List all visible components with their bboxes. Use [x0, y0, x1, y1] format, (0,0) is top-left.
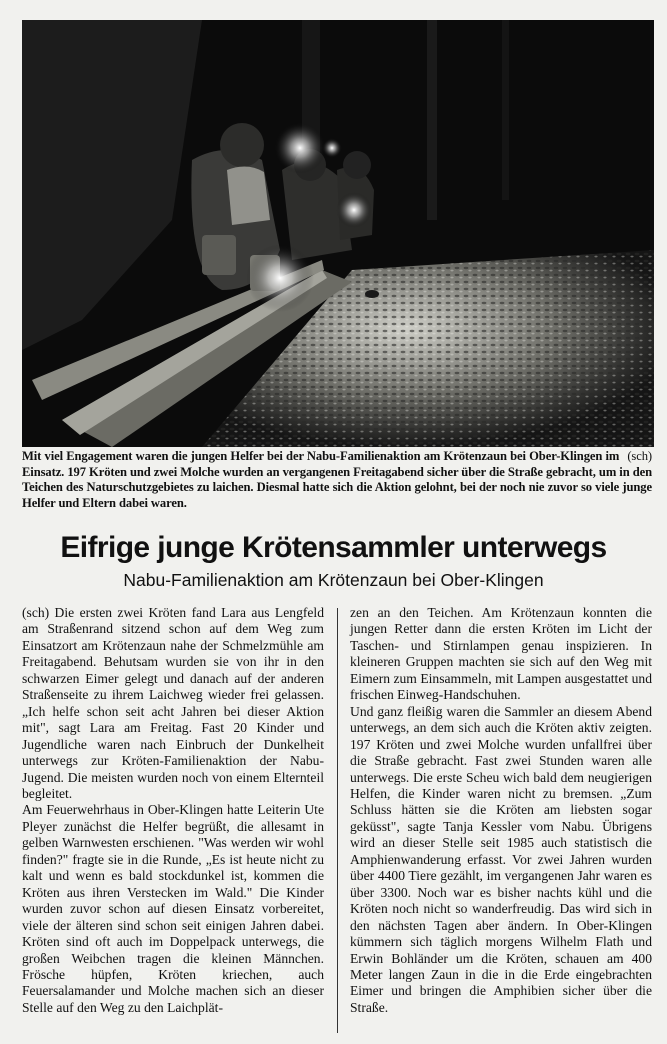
- paragraph: Und ganz fleißig waren die Sammler an diesem Abend unterwegs, an dem sich auch die Kröten aktiv zeigten. 197 Kröten und zwei Molche wurden unfallfrei über die Straße gebracht. Fast zwei Stunden waren alle unterwegs. Die erste Scheu wich bald dem neugierigen Helfen, die Kinder waren nicht zu bremsen. „Zum Schluss hätten sie die Kröten am liebsten sogar geküsst", sagte Tanja Kessler vom Nabu. Übrigens wird an dieser Stelle seit 1985 auch statistisch die Amphienwanderung erfasst. Vor zwei Jahren wurden über 4400 Tiere gezählt, im vergangenen Jahr waren es über 3300. Noch war es bisher nachts kühl und die Kröten noch nicht so wanderfreudig. Das wird sich in den nächsten Tagen aber ändern. In Ober-Klingen kümmern sich täglich morgens Wilhelm Flath und Erwin Bohländer um die Kröten, schauen am 400 Meter langen Zaun in die in die Erde eingebrachten Eimer und bringen die Amphibien sicher über die Straße.: [350, 703, 652, 1015]
- article-column-right: [350, 605, 652, 1016]
- paragraph: Am Feuerwehrhaus in Ober-Klingen hatte Leiterin Ute Pleyer zunächst die Helfer begrüßt, die allesamt in gelben Warnwesten erschienen. "Was werden wir wohl finden?" fragte sie in die Runde, „Es ist heute nicht zu kalt und wenn es bald stockdunkel ist, kommen die Kröten aus ihren Verstecken im Wald." Die Kinder wurden zuvor schon auf diesen Einsatz vorbereitet, viele der älteren sind schon seit einigen Jahren dabei. Kröten sind oft auch im Doppelpack unterwegs, die großen Weibchen tragen die kleinen Männchen. Frösche hüpfen, Kröten kriechen, auch Feuersalamander und Molche machen sich an dieser Stelle auf den Weg zu den Laichplät-: [22, 802, 324, 1015]
- paragraph: zen an den Teichen. Am Krötenzaun konnten die jungen Retter dann die ersten Kröten im Licht der Taschen- und Stirnlampen genau inspizieren. In kleineren Gruppen machten sie sich auf den Weg mit Eimern zum Einsammeln, mit Lampen ausgestattet und frischen Einweg-Handschuhen.: [350, 605, 652, 703]
- article-column-left: [22, 605, 324, 1016]
- night-scene-illustration: [22, 20, 654, 447]
- article-subheadline: Nabu-Familienaktion am Krötenzaun bei Ober-Klingen: [123, 570, 544, 590]
- paragraph: (sch) Die ersten zwei Kröten fand Lara aus Lengfeld am Straßenrand sitzend schon auf dem Weg zum Einsatzort am Krötenzaun nahe der Schmelzmühle am Freitagabend. Behutsam wurden sie von ihr in den schwarzen Eimer gelegt und danach auf der anderen Straßenseite zu ihrem Laichweg wieder frei gelassen. „Ich helfe schon seit acht Jahren bei dieser Aktion mit", sagt Lara am Freitag. Fast 20 Kinder und Jugendliche waren nach Einbruch der Dunkelheit unterwegs zur Kröten-Familienaktion der Nabu-Jugend. Die meisten wurden noch von einem Elternteil begleitet.: [22, 605, 324, 801]
- caption-credit: (sch): [627, 449, 652, 463]
- article-headline: Eifrige junge Krötensammler unterwegs: [60, 531, 607, 564]
- photo-caption: [22, 449, 652, 511]
- caption-text: Mit viel Engagement waren die jungen Helfer bei der Nabu-Familienaktion am Krötenzaun bei Ober-Klingen im Einsatz. 197 Kröten und zwei Molche wurden an vergangenen Freitagabend sicher über die Straße gebracht, um in den Teichen des Naturschutzgebietes zu laichen. Diesmal hatte sich die Aktion gelohnt, bei der noch nie zuvor so viele junge Helfer und Eltern dabei waren.: [22, 449, 652, 510]
- article-photo: [22, 20, 654, 447]
- column-divider: [337, 608, 338, 1033]
